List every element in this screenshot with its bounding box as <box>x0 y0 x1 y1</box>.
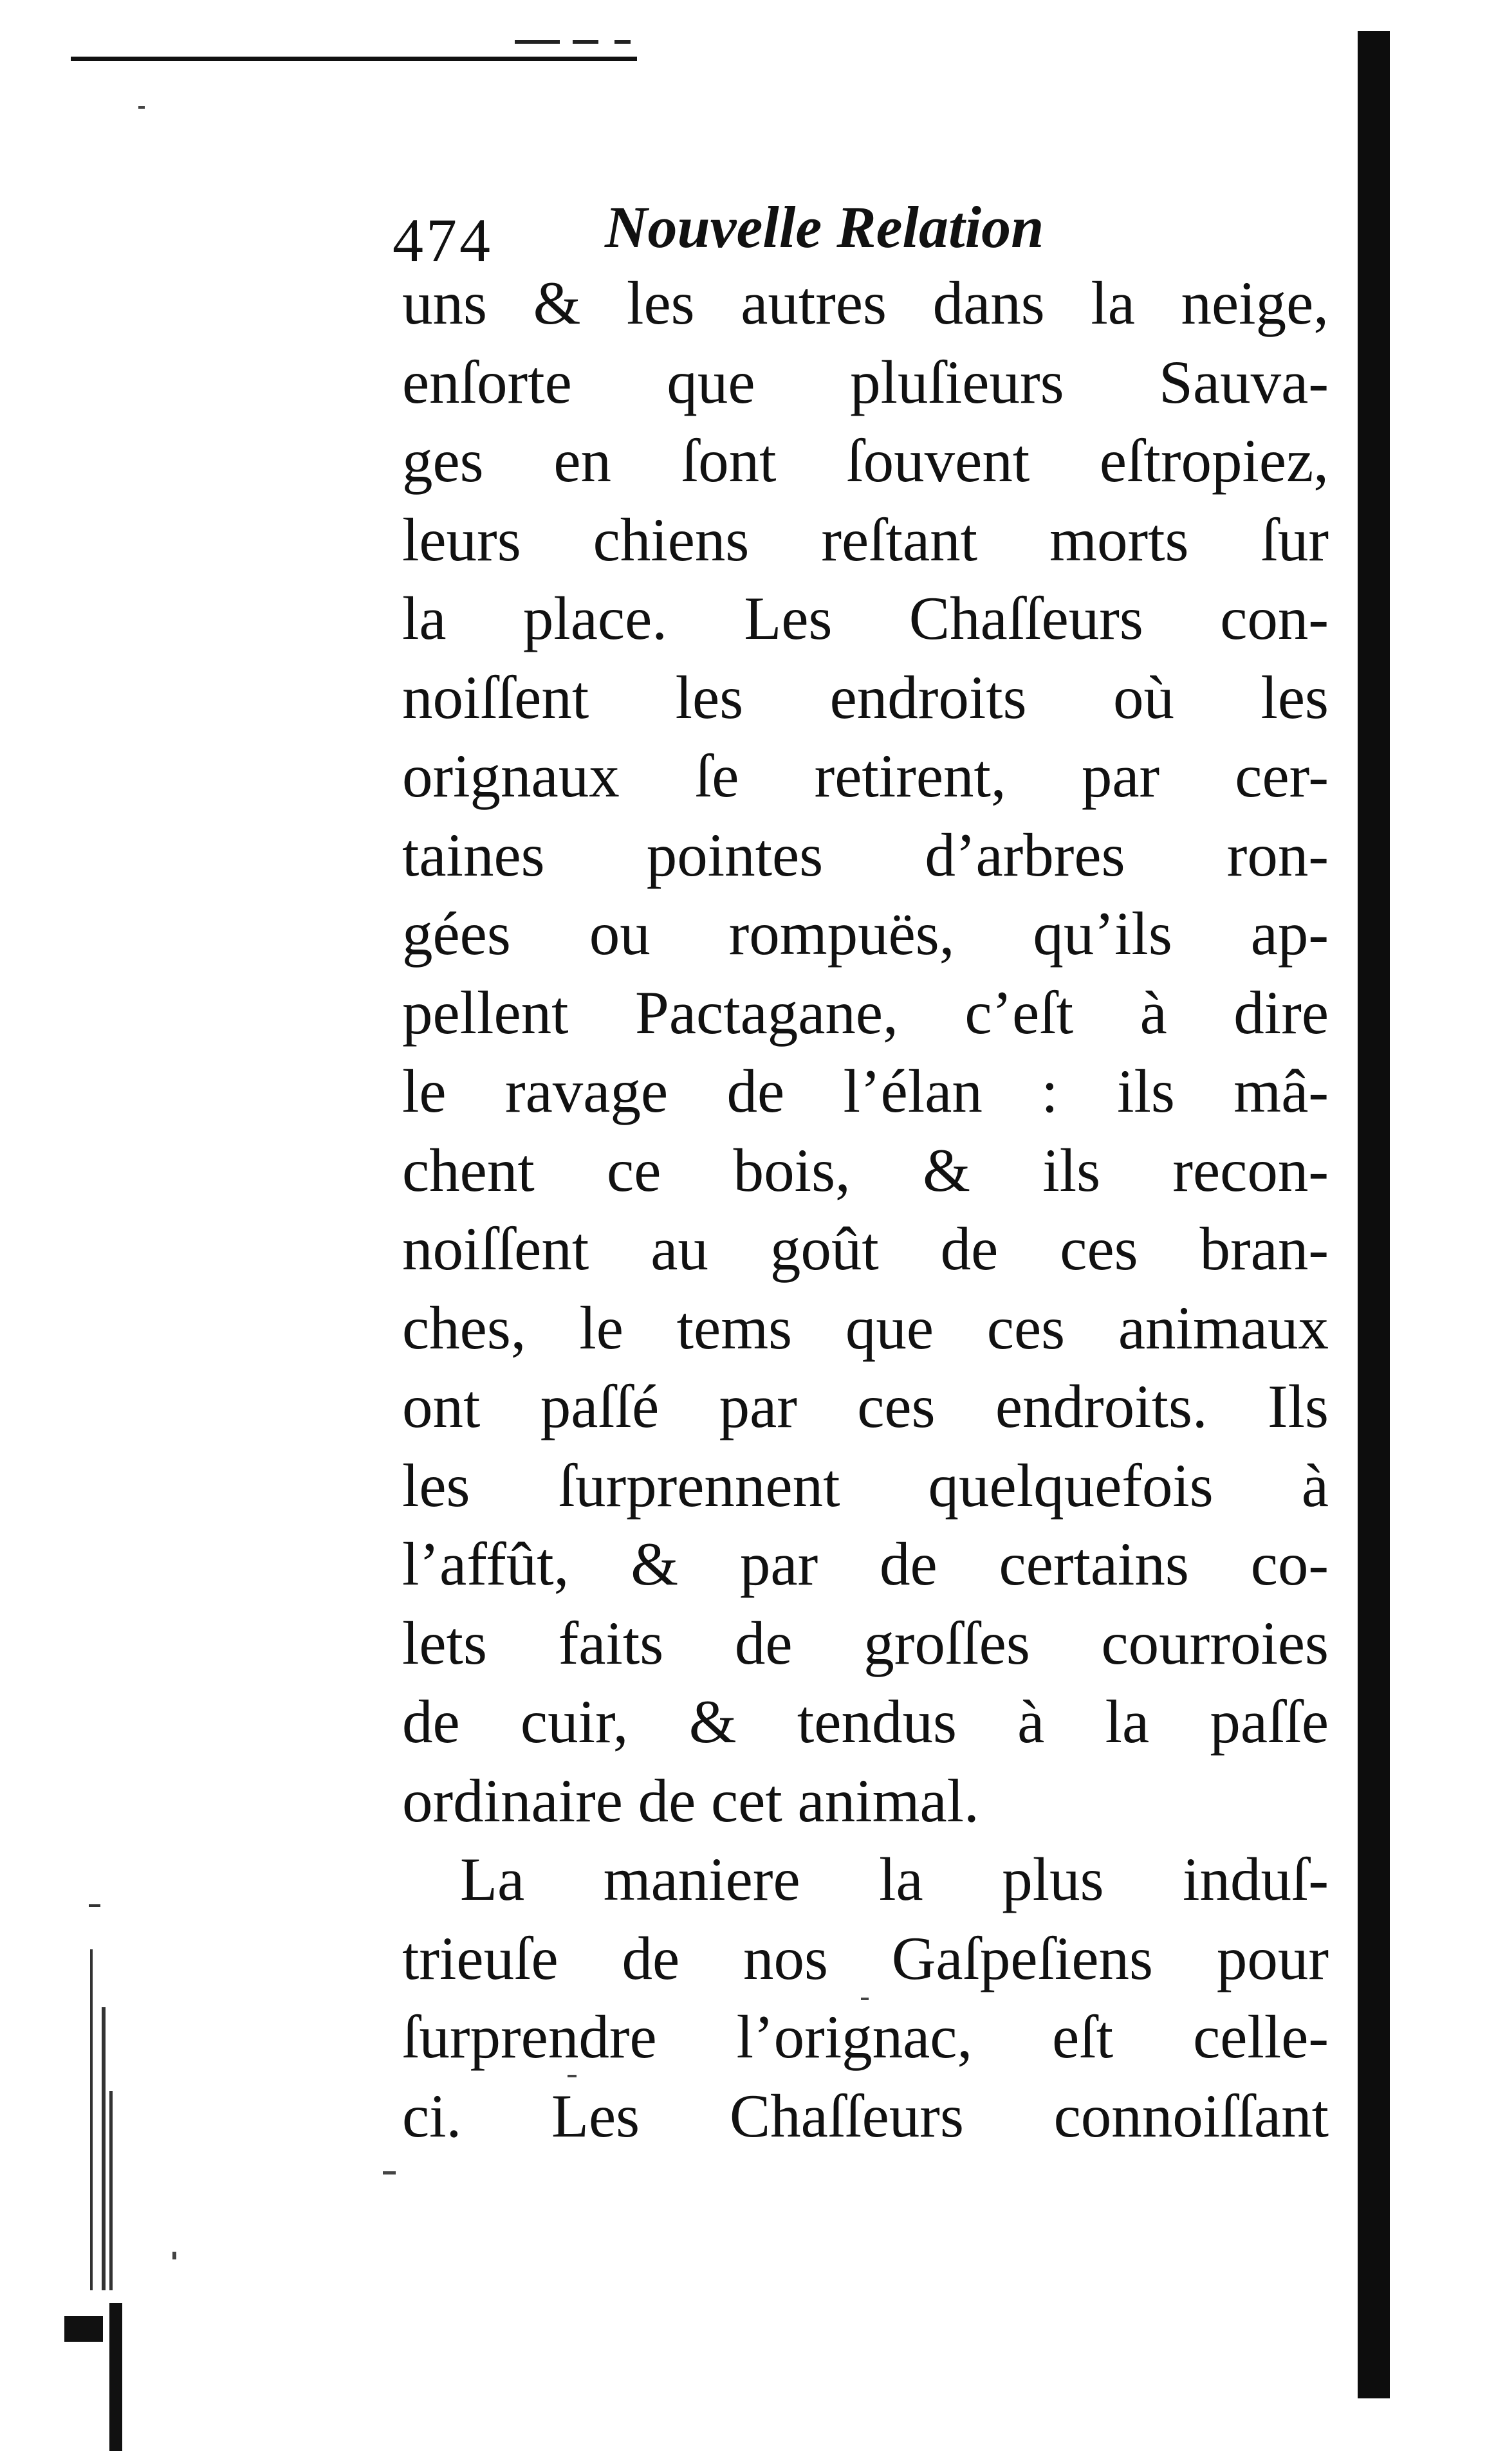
text-line: chent ce bois, & ils recon- <box>402 1135 1329 1204</box>
margin-mark <box>89 1904 100 1907</box>
text-line: pellent Pactagane, c’eſt à dire <box>402 978 1329 1047</box>
text-line: ont paſſé par ces endroits. Ils <box>402 1372 1329 1440</box>
text-line: enſorte que pluſieurs Sauva- <box>402 347 1329 416</box>
text-line: orignaux ſe retirent, par cer- <box>402 742 1329 810</box>
text-line: l’affût, & par de certains co- <box>402 1530 1329 1598</box>
text-line: le ravage de l’élan : ils mâ- <box>402 1057 1329 1125</box>
text-line: les ſurprennent quelquefois à <box>402 1451 1329 1520</box>
binding-edge-mark <box>102 2007 106 2290</box>
ink-speck <box>138 106 145 109</box>
top-rule-fragment <box>614 40 631 44</box>
binding-edge-block <box>64 2316 103 2342</box>
text-line: lets faits de groſſes courroies <box>402 1608 1329 1677</box>
paragraph-start-line: La maniere la plus induſ- <box>460 1845 1329 1913</box>
text-line: taines pointes d’arbres ron- <box>402 820 1329 889</box>
top-border-rule <box>71 57 637 61</box>
text-line: de cuir, & tendus à la paſſe <box>402 1687 1329 1756</box>
binding-edge-mark <box>90 1949 93 2290</box>
text-line: noiſſent au goût de ces bran- <box>402 1215 1329 1283</box>
page-edge-shadow <box>1358 31 1390 2398</box>
text-line: leurs chiens reſtant morts ſur <box>402 505 1329 574</box>
running-title: Nouvelle Relation <box>605 194 1044 260</box>
text-line: uns & les autres dans la neige, <box>402 269 1329 337</box>
page-number: 474 <box>392 206 493 275</box>
paragraph-end-line: ordinaire de cet animal. <box>402 1766 979 1835</box>
text-line: trieuſe de nos Gaſpeſiens pour <box>402 1924 1329 1992</box>
binding-edge-block <box>109 2303 122 2451</box>
text-line: gées ou rompuës, qu’ils ap- <box>402 899 1329 968</box>
text-line: ches, le tems que ces animaux <box>402 1293 1329 1362</box>
body-text <box>402 264 1329 2155</box>
text-line: ges en ſont ſouvent eſtropiez, <box>402 427 1329 495</box>
ink-speck <box>383 2171 396 2174</box>
binding-edge-mark <box>109 2091 113 2290</box>
text-line: noiſſent les endroits où les <box>402 663 1329 731</box>
text-line: la place. Les Chaſſeurs con- <box>402 584 1329 652</box>
top-rule-fragment <box>515 40 560 44</box>
text-line: ſurprendre l’orignac, eſt celle- <box>402 2003 1329 2071</box>
ink-speck <box>172 2252 176 2259</box>
text-line: ci. Les Chaſſeurs connoiſſant <box>402 2081 1329 2150</box>
top-rule-fragment <box>573 40 598 44</box>
